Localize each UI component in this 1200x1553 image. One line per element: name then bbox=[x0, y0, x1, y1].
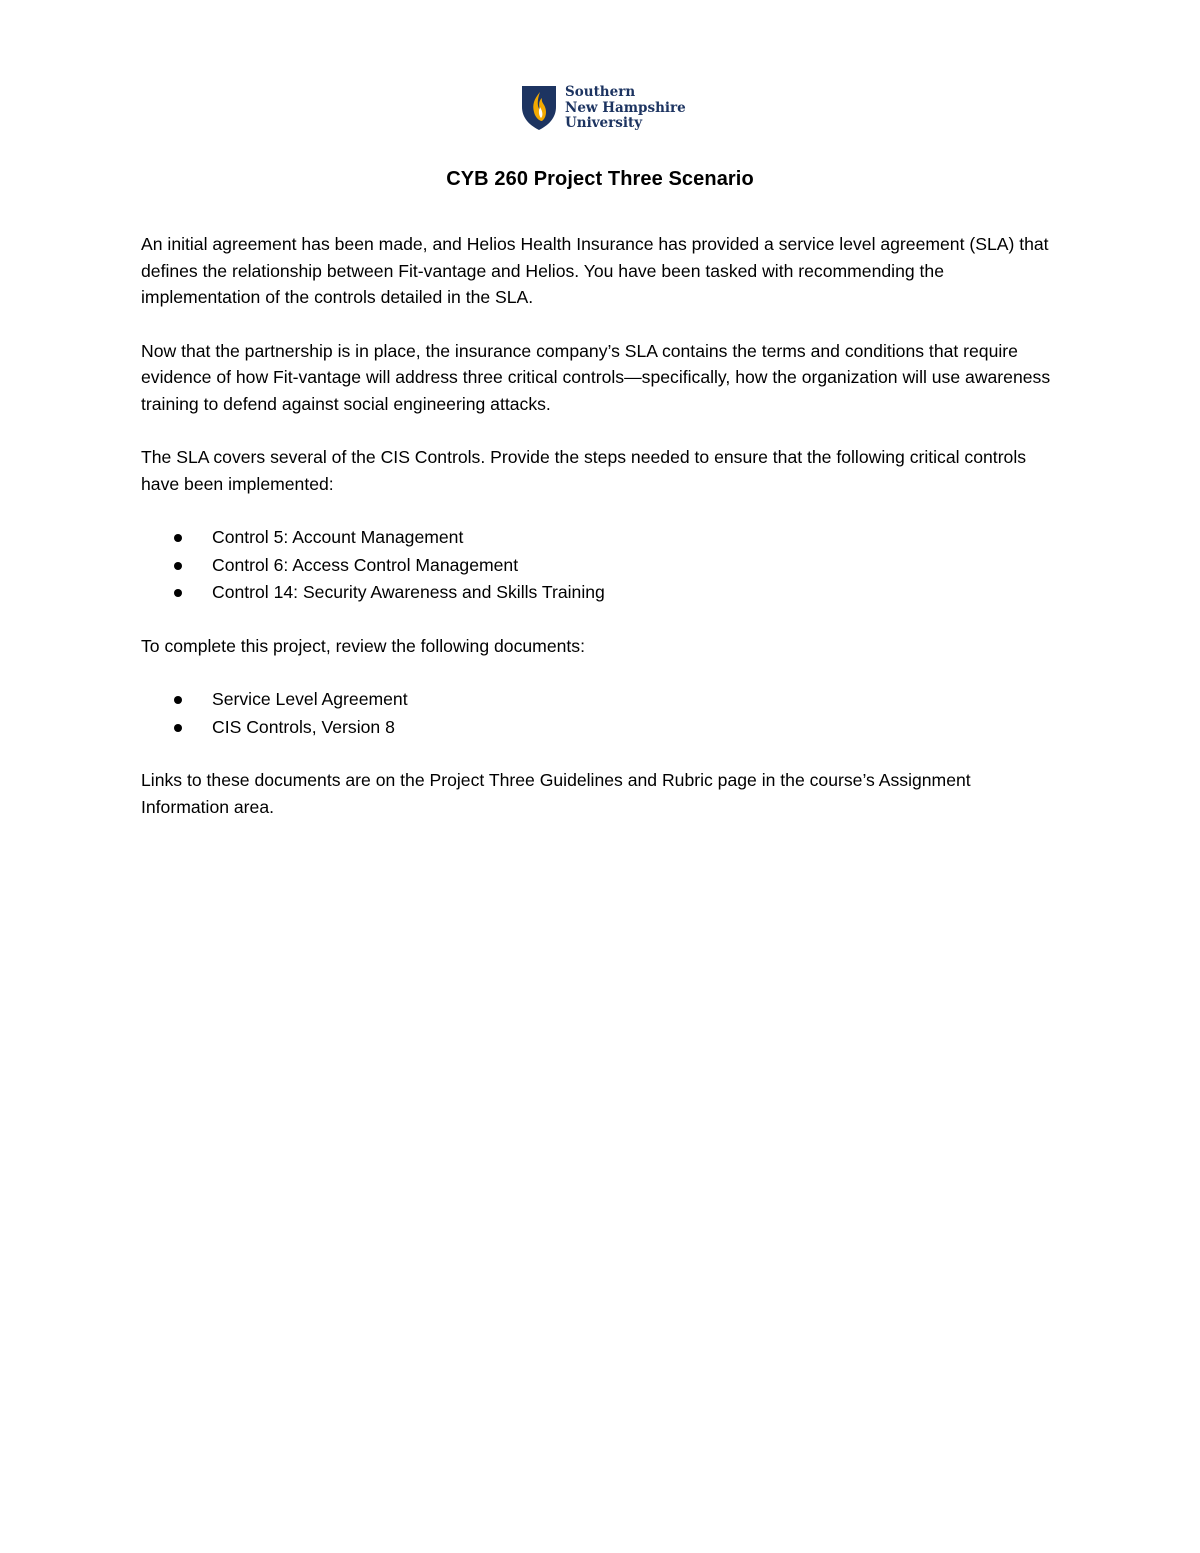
documents-list bbox=[141, 686, 1061, 741]
logo-line-1: Southern bbox=[565, 84, 636, 100]
logo-line-3: University bbox=[565, 115, 643, 131]
sla-paragraph: The SLA covers several of the CIS Controls. Provide the steps needed to ensure that the following critical controls have been implemented: bbox=[141, 447, 1027, 494]
document-body bbox=[141, 231, 1061, 847]
partnership-paragraph: Now that the partnership is in place, the insurance company’s SLA contains the terms and conditions that require evidence of how Fit-vantage will address three critical controls—specifically, how the organization will use awareness training to defend against social engineering attacks. bbox=[141, 340, 1051, 414]
list-item bbox=[141, 714, 1061, 742]
control-label: Control 5: Account Management bbox=[212, 527, 464, 547]
list-item bbox=[141, 552, 1061, 580]
bullet-icon bbox=[174, 534, 182, 542]
document-label: Service Level Agreement bbox=[212, 689, 408, 709]
document-label: CIS Controls, Version 8 bbox=[212, 716, 395, 737]
list-item bbox=[141, 686, 1061, 714]
logo-line-2: New Hampshire bbox=[565, 99, 686, 116]
list-item bbox=[141, 524, 1061, 552]
bullet-icon bbox=[174, 696, 182, 704]
complete-paragraph: To complete this project, review the following documents: bbox=[141, 635, 585, 656]
logo-wordmark bbox=[565, 85, 686, 132]
control-label: Control 14: Security Awareness and Skills Training bbox=[212, 582, 605, 602]
control-label: Control 6: Access Control Management bbox=[212, 554, 519, 575]
snhu-logo bbox=[521, 85, 686, 132]
flame-shield-icon bbox=[521, 85, 557, 131]
list-item bbox=[141, 579, 1061, 607]
controls-list bbox=[141, 524, 1061, 607]
bullet-icon bbox=[174, 562, 182, 570]
bullet-icon bbox=[174, 589, 182, 597]
page-title: CYB 260 Project Three Scenario bbox=[446, 168, 754, 190]
intro-paragraph: An initial agreement has been made, and Helios Health Insurance has provided a service level agreement (SLA) that defines the relationship between Fit-vantage and Helios. You have been tasked with recommending the implementation of the controls detailed in the SLA. bbox=[141, 234, 1049, 307]
links-paragraph: Links to these documents are on the Project Three Guidelines and Rubric page in the course’s Assignment Information area. bbox=[141, 770, 971, 817]
bullet-icon bbox=[174, 724, 182, 732]
